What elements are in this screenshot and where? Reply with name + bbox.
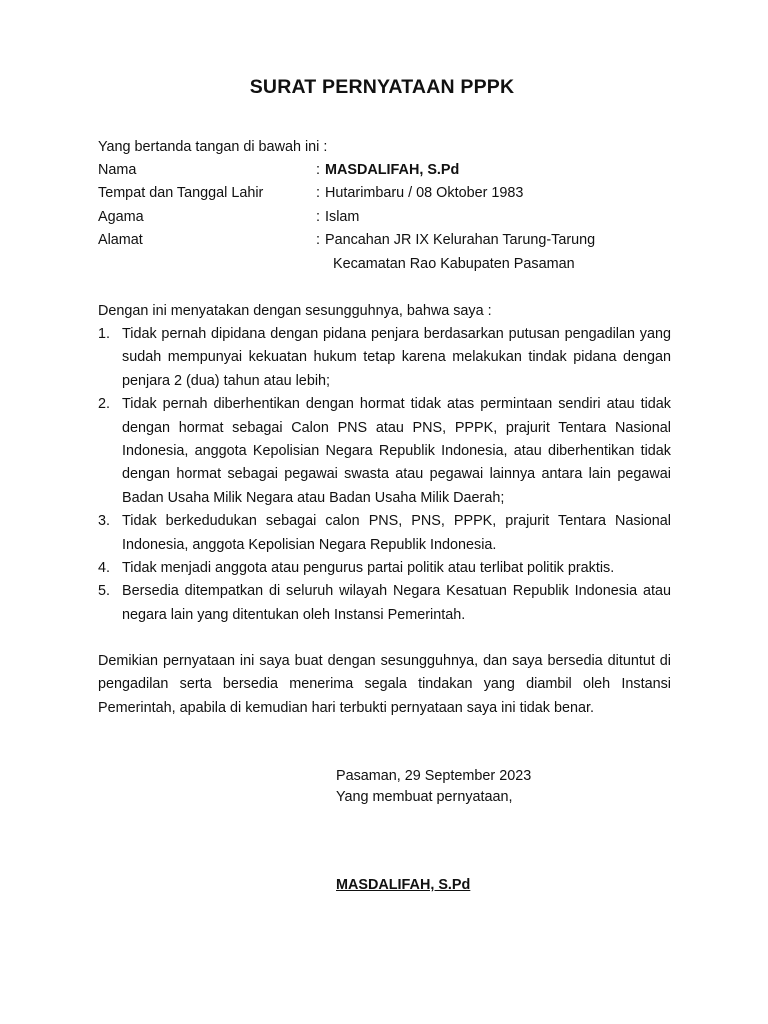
identity-value: MASDALIFAH, S.Pd xyxy=(325,162,460,178)
statement-number: 1. xyxy=(98,326,111,342)
statement-text: Tidak pernah diberhentikan dengan hormat tidak atas permintaan sendiri atau tidak dengan hormat sebagai Calon PNS atau PNS, PPPK, prajurit Tentara Nasional Indonesia, anggota Kepolisian Negara Republik Indonesia, atau diberhentikan tidak dengan hormat sebagai pegawai swasta atau pegawai lainnya antara lain pegawai Badan Usaha Milik Negara atau Badan Usaha Milik Daerah; xyxy=(122,396,671,506)
signature-statement: Yang membuat pernyataan, xyxy=(336,789,513,805)
identity-row-agama xyxy=(98,209,678,232)
address-continuation: Kecamatan Rao Kabupaten Pasaman xyxy=(333,256,575,272)
identity-value: Islam xyxy=(325,209,360,225)
statement-number: 4. xyxy=(98,560,111,577)
intro-text: Yang bertanda tangan di bawah ini : xyxy=(98,139,328,155)
statement-text: Tidak menjadi anggota atau pengurus partai politik atau terlibat politik praktis. xyxy=(122,560,615,577)
statement-text: Tidak pernah dipidana dengan pidana penjara berdasarkan putusan pengadilan yang sudah mempunyai kekuatan hukum tetap karena melakukan tindak pidana dengan penjara 2 (dua) tahun atau lebih; xyxy=(122,326,671,389)
statement-number: 3. xyxy=(98,513,111,530)
statement-number: 2. xyxy=(98,396,111,413)
identity-label: Nama xyxy=(98,162,137,178)
declaration-intro: Dengan ini menyatakan dengan sesungguhnya, bahwa saya : xyxy=(98,303,492,319)
statement-item xyxy=(98,323,671,393)
identity-row-nama xyxy=(98,162,678,185)
identity-value: Pancahan JR IX Kelurahan Tarung-Tarung xyxy=(325,232,596,248)
statement-item xyxy=(98,510,671,557)
identity-colon: : xyxy=(316,209,320,225)
identity-colon: : xyxy=(316,232,320,248)
identity-value: Hutarimbaru / 08 Oktober 1983 xyxy=(325,185,524,201)
statement-text: Bersedia ditempatkan di seluruh wilayah Negara Kesatuan Republik Indonesia atau negara lain yang ditentukan oleh Instansi Pemerintah. xyxy=(122,583,671,623)
identity-label: Alamat xyxy=(98,232,143,248)
statement-item xyxy=(98,393,671,510)
statement-list xyxy=(98,323,671,627)
signature-place-date: Pasaman, 29 September 2023 xyxy=(336,768,532,784)
identity-label: Tempat dan Tanggal Lahir xyxy=(98,185,264,201)
statement-item xyxy=(98,580,671,627)
document-title: SURAT PERNYATAAN PPPK xyxy=(249,76,515,98)
identity-colon: : xyxy=(316,162,320,178)
statement-text: Tidak berkedudukan sebagai calon PNS, PNS, PPPK, prajurit Tentara Nasional Indonesia, anggota Kepolisian Negara Republik Indonesia. xyxy=(122,513,671,553)
identity-label: Agama xyxy=(98,209,144,225)
closing-paragraph: Demikian pernyataan ini saya buat dengan sesungguhnya, dan saya bersedia dituntut di pengadilan serta bersedia menerima segala tindakan yang diambil oleh Instansi Pemerintah, apabila di kemudian hari terbukti pernyataan saya ini tidak benar. xyxy=(98,653,671,716)
signer-name: MASDALIFAH, S.Pd xyxy=(336,877,471,893)
identity-colon: : xyxy=(316,185,320,201)
statement-item xyxy=(98,557,671,580)
identity-row-birth xyxy=(98,185,678,208)
identity-row-alamat xyxy=(98,232,678,255)
statement-number: 5. xyxy=(98,583,111,600)
